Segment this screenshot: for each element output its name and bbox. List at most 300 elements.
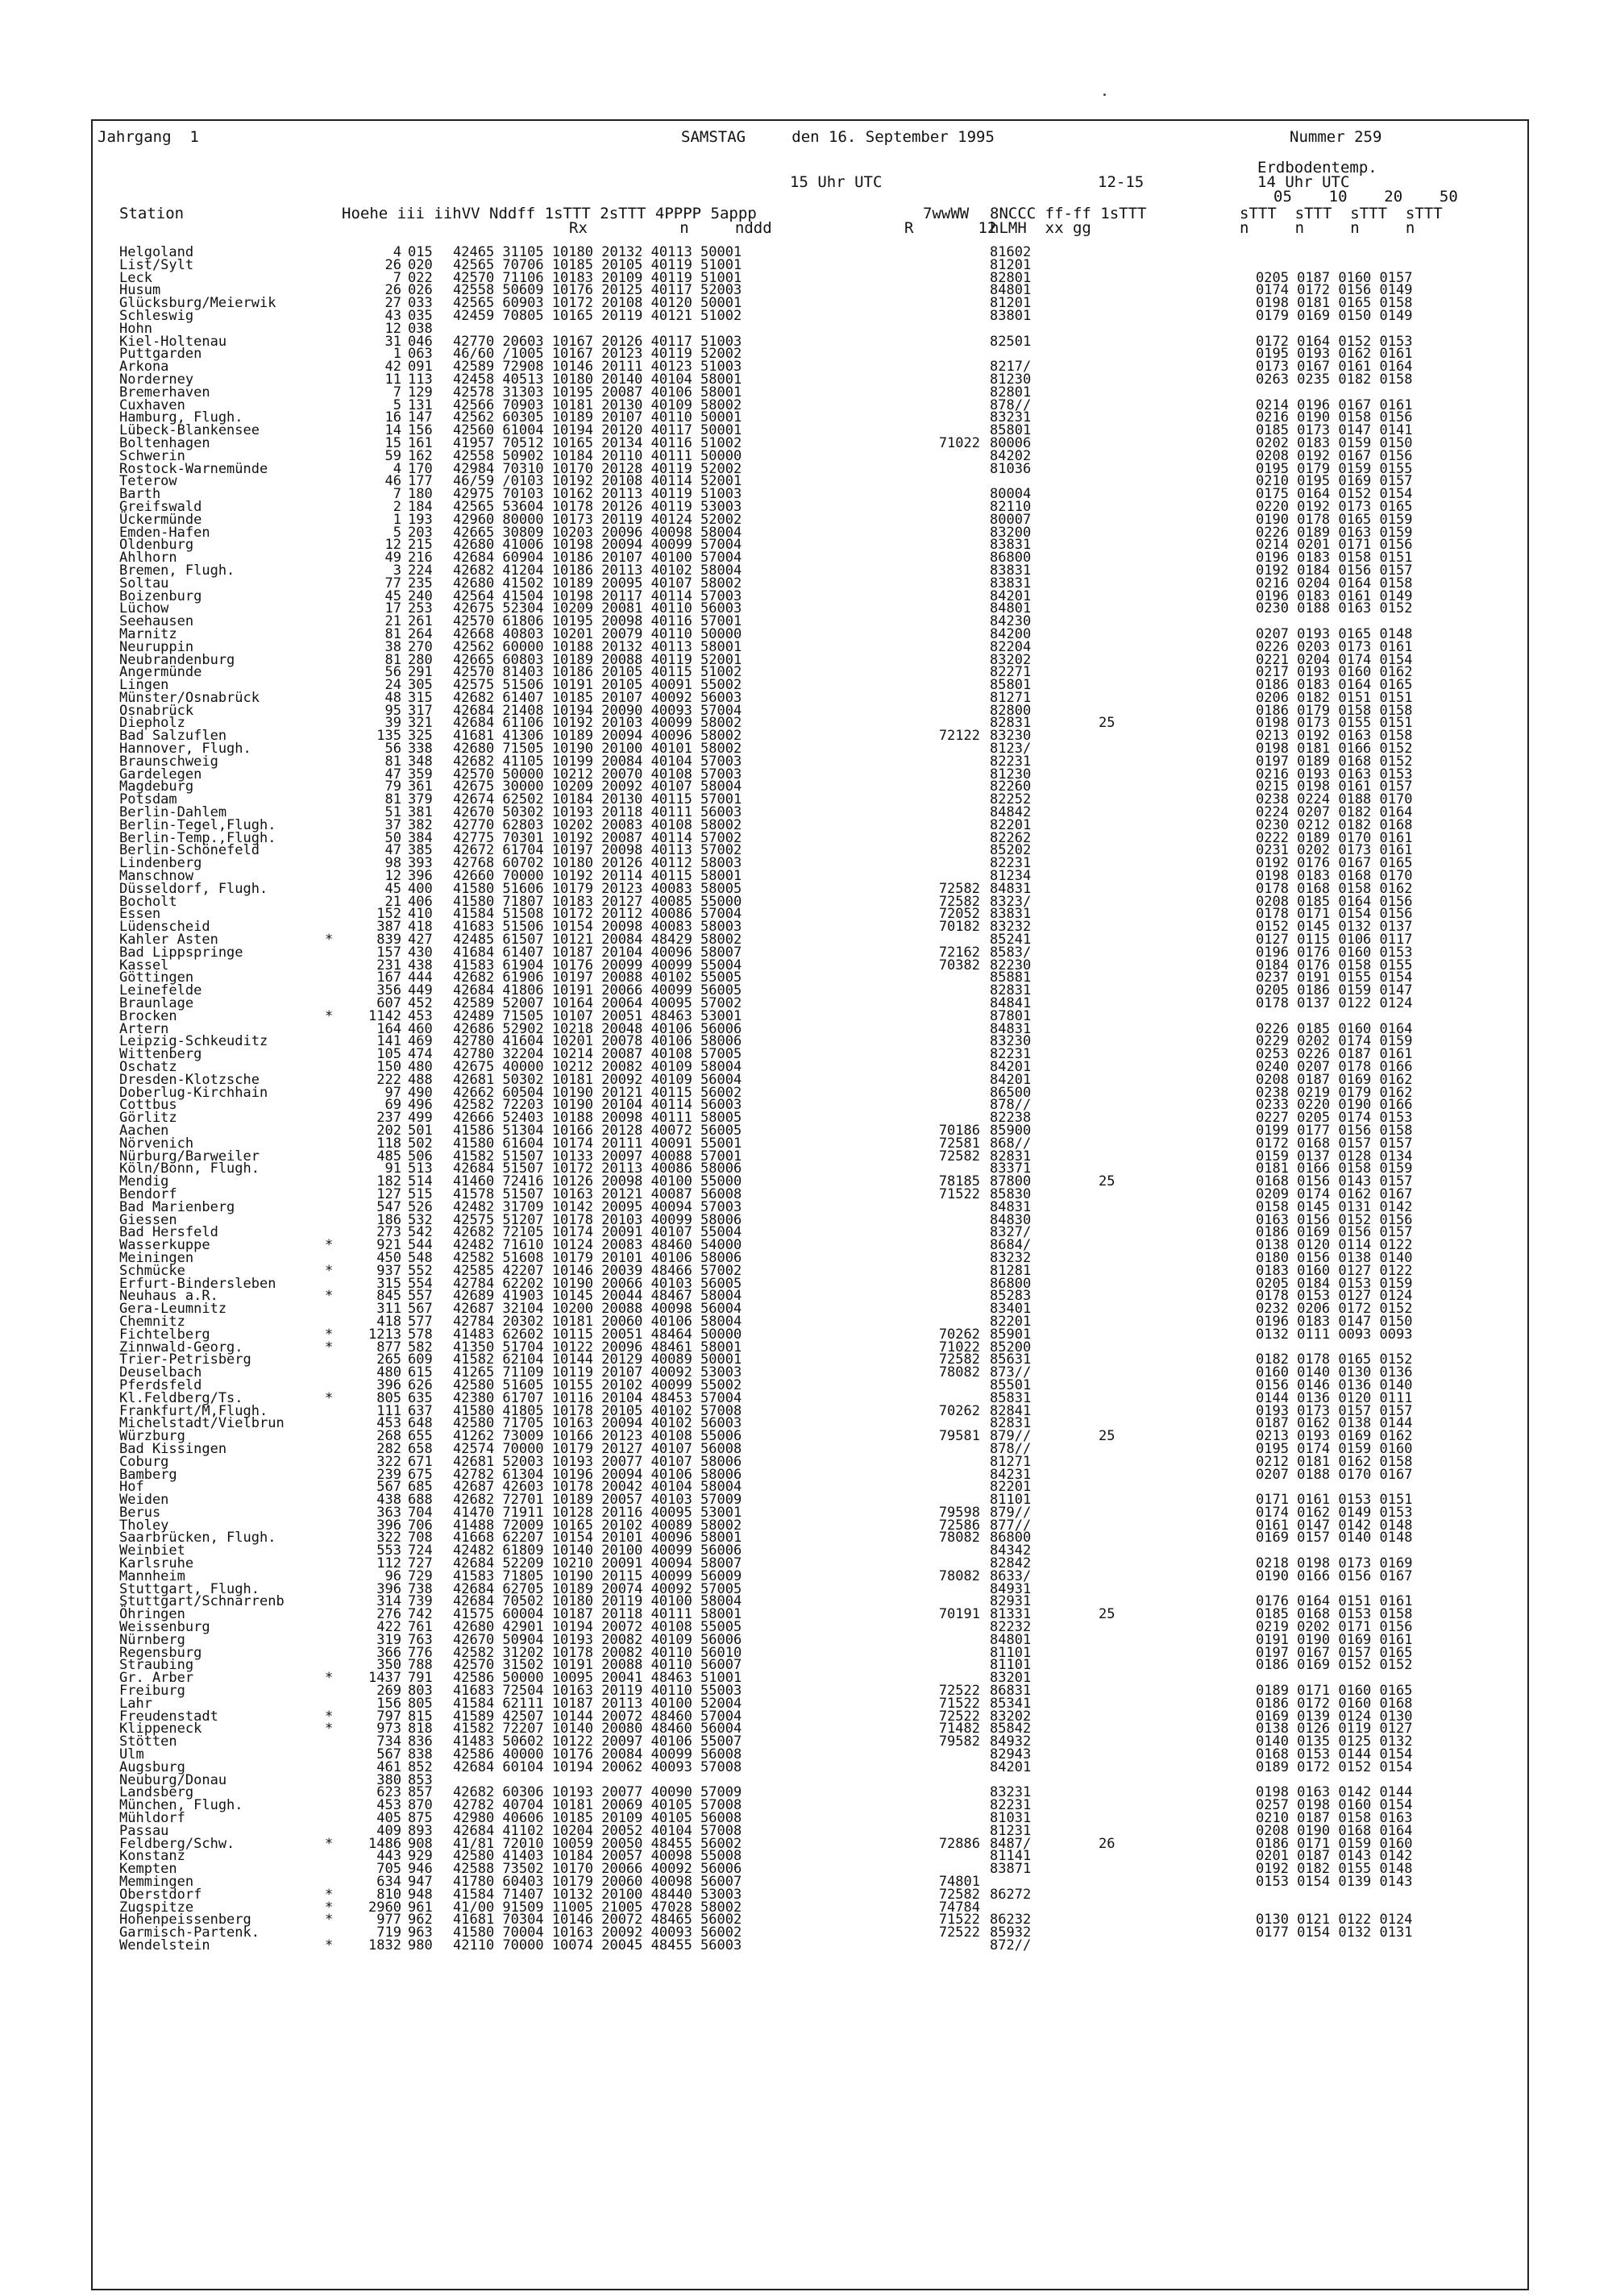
synop-groups: 41668 62207 10154 20101 40096 58001 — [453, 1530, 742, 1547]
cloud-group: 84830 — [990, 1211, 1032, 1228]
station-name: Ulm — [119, 1746, 144, 1763]
station-name: Lüdenscheid — [119, 919, 210, 936]
soil-temps: 0198 0163 0142 0144 — [1256, 1784, 1413, 1801]
station-index: 385 — [408, 842, 433, 859]
station-index: 438 — [408, 957, 433, 974]
station-height: 567 — [376, 1746, 401, 1763]
station-index: 805 — [408, 1695, 433, 1712]
soil-code-subheading: n n n n — [1240, 219, 1415, 237]
mountain-marker: * — [325, 1835, 334, 1852]
synop-groups: 42570 61806 10195 20098 40116 57001 — [453, 613, 742, 630]
synop-groups: 41580 41805 10178 20105 40102 57008 — [453, 1402, 742, 1419]
station-index: 609 — [408, 1351, 433, 1368]
station-heading: Station — [119, 205, 185, 222]
cloud-group: 81231 — [990, 1822, 1032, 1839]
synop-groups: 42668 40803 10201 20079 40110 50000 — [453, 625, 742, 642]
station-height: 27 — [384, 295, 401, 312]
station-name: Neuburg/Donau — [119, 1771, 227, 1788]
station-height: 17 — [384, 600, 401, 617]
cloud-group: 868// — [990, 1135, 1032, 1152]
soil-temps: 0144 0136 0120 0111 — [1256, 1389, 1413, 1406]
synop-groups: 42960 80000 10173 20119 40124 52002 — [453, 511, 742, 528]
station-height: 315 — [376, 1275, 401, 1292]
cloud-group: 84932 — [990, 1733, 1032, 1750]
soil-temps: 0174 0172 0156 0149 — [1256, 282, 1413, 299]
soil-temps: 0178 0137 0122 0124 — [1256, 995, 1413, 1012]
station-height: 12 — [384, 868, 401, 885]
station-height: 797 — [376, 1708, 401, 1725]
synop-groups: 42684 70502 10180 20119 40100 58004 — [453, 1593, 742, 1610]
station-index: 947 — [408, 1874, 433, 1890]
synop-groups: 46/60 /1005 10167 20123 40119 52002 — [453, 346, 742, 363]
soil-temps: 0192 0184 0156 0157 — [1256, 562, 1413, 579]
synop-groups: 41580 51606 10179 20123 40083 58005 — [453, 880, 742, 897]
synop-groups: 42586 50000 10095 20041 48463 51001 — [453, 1670, 742, 1687]
soil-temps: 0168 0153 0144 0154 — [1256, 1746, 1413, 1763]
station-height: 409 — [376, 1822, 401, 1839]
synop-groups: 42686 52902 10218 20048 40106 56006 — [453, 1020, 742, 1037]
station-height: 356 — [376, 982, 401, 999]
station-height: 5 — [393, 397, 401, 413]
cloud-group: 83371 — [990, 1160, 1032, 1177]
synop-groups: 41584 51508 10172 20112 40086 57004 — [453, 906, 742, 923]
cloud-group: 82842 — [990, 1555, 1032, 1572]
soil-temps: 0195 0174 0159 0160 — [1256, 1440, 1413, 1457]
cloud-group: 83831 — [990, 562, 1032, 579]
station-name: Teterow — [119, 473, 177, 490]
cloud-group: 84831 — [990, 1198, 1032, 1215]
station-index: 418 — [408, 919, 433, 936]
station-index: 704 — [408, 1504, 433, 1521]
soil-temps: 0180 0156 0138 0140 — [1256, 1249, 1413, 1266]
station-height: 12 — [384, 320, 401, 337]
station-index: 063 — [408, 346, 433, 363]
station-index: 544 — [408, 1237, 433, 1254]
synop-groups: 41580 71807 10183 20127 40085 55000 — [453, 893, 742, 910]
period-heading: 12-15 — [1098, 173, 1145, 191]
cloud-group: 86232 — [990, 1912, 1032, 1929]
synop-groups: 42565 53604 10178 20126 40119 53003 — [453, 498, 742, 515]
station-height: 2960 — [368, 1899, 401, 1916]
station-row — [0, 1924, 1612, 1941]
soil-temps: 0172 0168 0157 0157 — [1256, 1135, 1413, 1152]
station-height: 7 — [393, 486, 401, 503]
synop-groups: 42565 70706 10185 20105 40119 51001 — [453, 256, 742, 273]
station-height: 81 — [384, 625, 401, 642]
cloud-group: 81271 — [990, 689, 1032, 706]
synop-groups: 41575 60004 10187 20118 40111 58001 — [453, 1606, 742, 1623]
station-index: 836 — [408, 1733, 433, 1750]
mountain-marker: * — [325, 1389, 334, 1406]
synop-groups: 42684 41102 10204 20052 40104 57008 — [453, 1822, 742, 1839]
station-index: 020 — [408, 256, 433, 273]
station-name: Görlitz — [119, 1110, 177, 1127]
synop-groups: 42680 41502 10189 20095 40107 58002 — [453, 575, 742, 592]
cloud-group: 82231 — [990, 753, 1032, 770]
station-name: Leinefelde — [119, 982, 202, 999]
soil-temps: 0227 0205 0174 0153 — [1256, 1110, 1413, 1127]
soil-temps: 0205 0187 0160 0157 — [1256, 269, 1413, 286]
soil-temps: 0186 0171 0159 0160 — [1256, 1835, 1413, 1852]
mountain-marker: * — [325, 1708, 334, 1725]
cloud-group: 873// — [990, 1364, 1032, 1381]
soil-temps: 0186 0172 0160 0168 — [1256, 1695, 1413, 1712]
soil-temps: 0196 0183 0158 0151 — [1256, 550, 1413, 567]
station-index: 490 — [408, 1084, 433, 1101]
cloud-group: 879// — [990, 1428, 1032, 1445]
station-index: 838 — [408, 1746, 433, 1763]
station-row — [0, 995, 1612, 1012]
cloud-group: 878// — [990, 1440, 1032, 1457]
station-name: Hannover, Flugh. — [119, 741, 251, 758]
soil-temps: 0208 0185 0164 0156 — [1256, 893, 1413, 910]
synop-groups: 42570 71106 10183 20109 40119 51001 — [453, 269, 742, 286]
soil-temps: 0127 0115 0106 0117 — [1256, 932, 1413, 949]
station-name: Straubing — [119, 1657, 194, 1674]
station-height: 567 — [376, 1479, 401, 1496]
soil-temps: 0185 0173 0147 0141 — [1256, 422, 1413, 439]
station-name: Weissenburg — [119, 1619, 210, 1636]
station-height: 438 — [376, 1492, 401, 1509]
cloud-group: 84342 — [990, 1542, 1032, 1559]
soil-temps: 0198 0173 0155 0151 — [1256, 715, 1413, 732]
synop-groups: 42482 61809 10140 20100 40099 56006 — [453, 1542, 742, 1559]
station-name: Mannheim — [119, 1567, 185, 1584]
mountain-marker: * — [325, 1007, 334, 1024]
station-height: 237 — [376, 1110, 401, 1127]
station-index: 776 — [408, 1644, 433, 1661]
station-index: 496 — [408, 1097, 433, 1114]
station-index: 224 — [408, 562, 433, 579]
station-index: 315 — [408, 689, 433, 706]
station-height: 43 — [384, 307, 401, 324]
station-index: 305 — [408, 677, 433, 694]
synop-groups: 42682 60306 10193 20077 40090 57009 — [453, 1784, 742, 1801]
cloud-code-heading: 8NCCC ff-ff 1sTTT — [990, 205, 1147, 222]
soil-temps: 0152 0145 0132 0137 — [1256, 919, 1413, 936]
station-index: 857 — [408, 1784, 433, 1801]
station-name: Essen — [119, 906, 161, 923]
synop-groups: 41582 51507 10133 20097 40088 57001 — [453, 1148, 742, 1165]
station-height: 839 — [376, 932, 401, 949]
soil-temps: 0210 0187 0158 0163 — [1256, 1810, 1413, 1827]
station-name: Dresden-Klotzsche — [119, 1071, 260, 1088]
weather-group: 70382 — [938, 957, 980, 974]
synop-groups: 42675 40000 10212 20082 40109 58004 — [453, 1059, 742, 1075]
synop-groups: 42684 21408 10194 20090 40093 57004 — [453, 702, 742, 719]
synop-groups: 42682 61906 10197 20088 40102 55005 — [453, 969, 742, 986]
soil-temps: 0160 0140 0130 0136 — [1256, 1364, 1413, 1381]
station-height: 141 — [376, 1033, 401, 1050]
cloud-group: 81101 — [990, 1492, 1032, 1509]
synop-groups: 41578 51507 10163 20121 40087 56008 — [453, 1185, 742, 1202]
station-height: 69 — [384, 1097, 401, 1114]
station-index: 427 — [408, 932, 433, 949]
soil-temps: 0190 0166 0156 0167 — [1256, 1567, 1413, 1584]
synop-groups: 42575 51207 10178 20103 40099 58006 — [453, 1211, 742, 1228]
synop-groups: 41483 62602 10115 20051 48464 50000 — [453, 1326, 742, 1343]
station-name: Artern — [119, 1020, 169, 1037]
synop-groups: 42666 52403 10188 20098 40111 58005 — [453, 1110, 742, 1127]
weather-group: 79582 — [938, 1733, 980, 1750]
cloud-group: 83871 — [990, 1861, 1032, 1878]
soil-temps: 0198 0181 0166 0152 — [1256, 741, 1413, 758]
cloud-group: 86800 — [990, 1275, 1032, 1292]
synop-groups: 42675 30000 10209 20092 40107 58004 — [453, 778, 742, 795]
cloud-group: 82231 — [990, 1046, 1032, 1063]
station-name: Würzburg — [119, 1428, 185, 1445]
station-height: 202 — [376, 1122, 401, 1139]
cloud-group: 81141 — [990, 1848, 1032, 1865]
station-index: 410 — [408, 906, 433, 923]
station-name: Stuttgart, Flugh. — [119, 1580, 260, 1597]
station-height: 396 — [376, 1376, 401, 1393]
main-code-heading: Hoehe iii iihVV Nddff 1sTTT 2sTTT 4PPPP 5appp — [342, 205, 757, 222]
station-index: 147 — [408, 409, 433, 426]
soil-temps: 0210 0195 0169 0157 — [1256, 473, 1413, 490]
station-height: 186 — [376, 1211, 401, 1228]
cloud-group: 82831 — [990, 1148, 1032, 1165]
synop-groups: 41580 61604 10174 20111 40091 55001 — [453, 1135, 742, 1152]
station-name: Gera-Leumnitz — [119, 1301, 227, 1318]
synop-groups: 41483 50602 10122 20097 40106 55007 — [453, 1733, 742, 1750]
synop-groups: 42768 60702 10180 20126 40112 58003 — [453, 855, 742, 872]
station-index: 280 — [408, 651, 433, 668]
station-name: Münster/Osnabrück — [119, 689, 260, 706]
soil-temps: 0198 0183 0168 0170 — [1256, 868, 1413, 885]
cloud-group: 85901 — [990, 1326, 1032, 1343]
cloud-group: 83831 — [990, 575, 1032, 592]
station-name: Lindenberg — [119, 855, 202, 872]
synop-groups: 42564 41504 10198 20117 40114 57003 — [453, 587, 742, 604]
cloud-group: 85881 — [990, 969, 1032, 986]
synop-groups: 42482 31709 10142 20095 40094 57003 — [453, 1198, 742, 1215]
station-index: 216 — [408, 550, 433, 567]
synop-groups: 42681 52003 10193 20077 40107 58006 — [453, 1453, 742, 1470]
station-name: Tholey — [119, 1517, 169, 1534]
synop-groups: 42684 60104 10194 20062 40093 57008 — [453, 1758, 742, 1775]
station-name: Osnabrück — [119, 702, 194, 719]
synop-groups: 42558 50609 10176 20125 40117 52003 — [453, 282, 742, 299]
cloud-group: 85631 — [990, 1351, 1032, 1368]
station-height: 480 — [376, 1364, 401, 1381]
station-height: 977 — [376, 1912, 401, 1929]
station-index: 557 — [408, 1288, 433, 1305]
synop-groups: 42582 31202 10178 20082 40110 56010 — [453, 1644, 742, 1661]
synop-groups: 41/00 91509 11005 21005 47028 58002 — [453, 1899, 742, 1916]
station-index: 488 — [408, 1071, 433, 1088]
station-index: 548 — [408, 1249, 433, 1266]
cloud-group: 84201 — [990, 587, 1032, 604]
cloud-group: 82271 — [990, 664, 1032, 681]
soil-temps: 0257 0198 0160 0154 — [1256, 1797, 1413, 1814]
station-index: 026 — [408, 282, 433, 299]
station-name: Schleswig — [119, 307, 194, 324]
cloud-group: 84230 — [990, 613, 1032, 630]
synop-groups: 42780 41604 10201 20078 40106 58006 — [453, 1033, 742, 1050]
cloud-group: 85842 — [990, 1721, 1032, 1738]
soil-temps: 0208 0192 0167 0156 — [1256, 447, 1413, 464]
station-name: Wasserkuppe — [119, 1237, 210, 1254]
cloud-group: 82260 — [990, 778, 1032, 795]
station-index: 033 — [408, 295, 433, 312]
cloud-group: 86831 — [990, 1683, 1032, 1700]
synop-groups: 42980 40606 10185 20109 40105 56008 — [453, 1810, 742, 1827]
soil-temp-heading: Erdbodentemp. — [1257, 159, 1377, 176]
station-name: Nürnberg — [119, 1631, 185, 1648]
soil-code-heading: sTTT sTTT sTTT sTTT — [1240, 205, 1443, 222]
soil-temps: 0233 0220 0190 0166 — [1256, 1097, 1413, 1114]
synop-groups: 42482 71610 10124 20083 48460 54000 — [453, 1237, 742, 1254]
station-height: 1 — [393, 511, 401, 528]
station-row — [0, 1886, 1612, 1903]
station-index: 577 — [408, 1313, 433, 1330]
soil-temps: 0176 0164 0151 0161 — [1256, 1593, 1413, 1610]
synop-groups: 42489 71505 10107 20051 48463 53001 — [453, 1007, 742, 1024]
station-index: 791 — [408, 1670, 433, 1687]
synop-groups: 41957 70512 10165 20134 40116 51002 — [453, 434, 742, 451]
station-name: Seehausen — [119, 613, 194, 630]
station-height: 1437 — [368, 1670, 401, 1687]
synop-groups: 41582 62104 10144 20129 40089 50001 — [453, 1351, 742, 1368]
synop-groups: 41681 41306 10189 20094 40096 58002 — [453, 728, 742, 745]
synop-groups: 42684 60904 10186 20107 40100 57004 — [453, 550, 742, 567]
station-height: 443 — [376, 1848, 401, 1865]
station-height: 157 — [376, 944, 401, 961]
soil-temps: 0197 0189 0168 0152 — [1256, 753, 1413, 770]
weather-group: 72582 — [938, 1148, 980, 1165]
cloud-group: 872// — [990, 1937, 1032, 1953]
station-name: Marnitz — [119, 625, 177, 642]
weather-group: 78082 — [938, 1530, 980, 1547]
speck — [1103, 93, 1106, 96]
station-name: Deuselbach — [119, 1364, 202, 1381]
station-height: 269 — [376, 1683, 401, 1700]
station-index: 240 — [408, 587, 433, 604]
station-index: 215 — [408, 537, 433, 554]
station-height: 24 — [384, 677, 401, 694]
station-height: 547 — [376, 1198, 401, 1215]
station-height: 322 — [376, 1453, 401, 1470]
soil-temps: 0189 0171 0160 0165 — [1256, 1683, 1413, 1700]
station-name: Göttingen — [119, 969, 194, 986]
soil-temps: 0229 0202 0174 0159 — [1256, 1033, 1413, 1050]
station-row — [0, 600, 1612, 617]
station-name: Husum — [119, 282, 161, 299]
synop-groups: 41683 72504 10163 20119 40110 55003 — [453, 1683, 742, 1700]
station-name: Angermünde — [119, 664, 202, 681]
soil-temps: 0189 0172 0152 0154 — [1256, 1758, 1413, 1775]
soil-temps: 0208 0190 0168 0164 — [1256, 1822, 1413, 1839]
station-index: 655 — [408, 1428, 433, 1445]
station-index: 381 — [408, 804, 433, 821]
synop-groups: 42672 61704 10197 20098 40113 57002 — [453, 842, 742, 859]
synop-groups: 41681 70304 10146 20072 48465 56002 — [453, 1912, 742, 1929]
station-name: Glücksburg/Meierwik — [119, 295, 276, 312]
station-height: 105 — [376, 1046, 401, 1063]
cloud-group: 84842 — [990, 804, 1032, 821]
soil-temps: 0161 0147 0142 0148 — [1256, 1517, 1413, 1534]
soil-temps: 0226 0203 0173 0161 — [1256, 638, 1413, 655]
cloud-group: 85341 — [990, 1695, 1032, 1712]
station-index: 038 — [408, 320, 433, 337]
synop-groups: 41583 61904 10176 20099 40099 55004 — [453, 957, 742, 974]
synop-groups: 42575 51506 10191 20105 40091 55002 — [453, 677, 742, 694]
synop-groups: 42586 40000 10176 20084 40099 56008 — [453, 1746, 742, 1763]
station-index: 532 — [408, 1211, 433, 1228]
station-name: Braunlage — [119, 995, 194, 1012]
cloud-group: 80004 — [990, 486, 1032, 503]
weather-group: 78082 — [938, 1567, 980, 1584]
synop-groups: 41780 60403 10179 20060 40098 56007 — [453, 1874, 742, 1890]
soil-temps: 0206 0182 0151 0151 — [1256, 689, 1413, 706]
station-height: 38 — [384, 638, 401, 655]
station-name: Bamberg — [119, 1466, 177, 1483]
station-name: Cottbus — [119, 1097, 177, 1114]
synop-groups: 41580 70004 10163 20092 40093 56002 — [453, 1924, 742, 1941]
cloud-group: 82931 — [990, 1593, 1032, 1610]
synop-groups: 42562 60000 10188 20132 40113 58001 — [453, 638, 742, 655]
synop-groups: 42670 50302 10193 20118 40111 56003 — [453, 804, 742, 821]
cloud-group: 82201 — [990, 1313, 1032, 1330]
cloud-group: 82831 — [990, 715, 1032, 732]
weather-group: 79598 — [938, 1504, 980, 1521]
weather-group: 72522 — [938, 1924, 980, 1941]
soil-temps: 0185 0168 0153 0158 — [1256, 1606, 1413, 1623]
station-name: Feldberg/Schw. — [119, 1835, 235, 1852]
synop-groups: 42675 52304 10209 20081 40110 56003 — [453, 600, 742, 617]
soil-temps: 0197 0167 0157 0165 — [1256, 1644, 1413, 1661]
soil-temps: 0213 0193 0169 0162 — [1256, 1428, 1413, 1445]
synop-groups: 42580 41403 10184 20057 40098 55008 — [453, 1848, 742, 1865]
soil-temps: 0186 0169 0152 0152 — [1256, 1657, 1413, 1674]
station-height: 734 — [376, 1733, 401, 1750]
station-name: Zugspitze — [119, 1899, 194, 1916]
station-index: 788 — [408, 1657, 433, 1674]
station-index: 648 — [408, 1415, 433, 1432]
synop-groups: 41488 72009 10165 20102 40089 58002 — [453, 1517, 742, 1534]
station-height: 16 — [384, 409, 401, 426]
station-index: 170 — [408, 460, 433, 477]
soil-temps: 0195 0179 0159 0155 — [1256, 460, 1413, 477]
station-height: 1486 — [368, 1835, 401, 1852]
station-name: Erfurt-Bindersleben — [119, 1275, 276, 1292]
synop-groups: 42665 30809 10203 20096 40098 58004 — [453, 524, 742, 541]
station-index: 235 — [408, 575, 433, 592]
station-index: 291 — [408, 664, 433, 681]
weather-group: 72522 — [938, 1683, 980, 1700]
synop-groups: 42684 52209 10210 20091 40094 58007 — [453, 1555, 742, 1572]
time-15utc-heading: 15 Uhr UTC — [790, 173, 883, 191]
soil-temps: 0174 0162 0149 0153 — [1256, 1504, 1413, 1521]
synop-groups: 41684 61407 10187 20104 40096 58007 — [453, 944, 742, 961]
synop-groups: 42684 41806 10191 20066 40099 56005 — [453, 982, 742, 999]
soil-temps: 0183 0160 0127 0122 — [1256, 1262, 1413, 1279]
gust-group: 25 — [1099, 1173, 1116, 1190]
soil-temps: 0216 0190 0158 0156 — [1256, 409, 1413, 426]
soil-temps: 0212 0181 0162 0158 — [1256, 1453, 1413, 1470]
soil-temps: 0202 0183 0159 0150 — [1256, 434, 1413, 451]
soil-temps: 0213 0192 0163 0158 — [1256, 728, 1413, 745]
station-name: Regensburg — [119, 1644, 202, 1661]
synop-groups: 42680 41006 10198 20094 40099 57004 — [453, 537, 742, 554]
weather-group: 71522 — [938, 1185, 980, 1202]
station-height: 48 — [384, 689, 401, 706]
weather-group: 71022 — [938, 434, 980, 451]
soil-temps: 0130 0121 0122 0124 — [1256, 1912, 1413, 1929]
station-height: 111 — [376, 1402, 401, 1419]
station-name: Weinbiet — [119, 1542, 185, 1559]
